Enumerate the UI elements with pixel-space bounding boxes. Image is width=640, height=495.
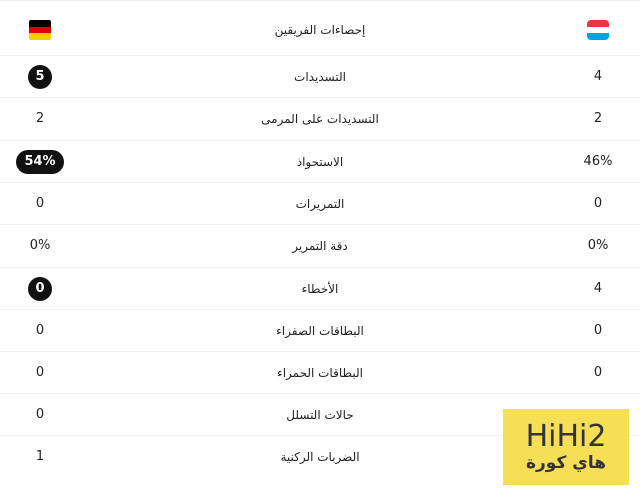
stat-row <box>0 55 640 97</box>
site-watermark-logo <box>503 409 629 485</box>
stat-label: البطاقات الحمراء <box>277 366 363 380</box>
stat-row <box>0 224 640 266</box>
germany-flag-icon <box>29 20 51 40</box>
right-team-stat-value: 0% <box>587 238 609 253</box>
stat-label: دقة التمرير <box>292 239 348 253</box>
flag-stripe <box>29 20 51 27</box>
left-team-stat-value: 54% <box>16 150 63 174</box>
watermark-sub-text: هاي كورة <box>525 453 607 473</box>
right-team-stat-cell <box>558 225 638 267</box>
left-team-stat-cell <box>0 352 80 394</box>
left-team-stat-value: 0 <box>28 277 52 301</box>
stat-label: حالات التسلل <box>286 408 354 422</box>
stat-label: التمريرات <box>295 197 345 211</box>
stat-label: الاستحواذ <box>296 155 344 169</box>
watermark-main-text: HiHi2 <box>525 419 607 454</box>
right-team-stat-cell <box>558 141 638 183</box>
right-team-stat-cell <box>558 268 638 310</box>
stats-title: إحصاءات الفريقين <box>274 23 366 37</box>
left-team-stat-value: 0% <box>29 238 51 253</box>
flag-stripe <box>29 27 51 34</box>
flag-stripe <box>587 33 609 40</box>
flag-stripe <box>29 33 51 40</box>
flag-stripe <box>587 27 609 34</box>
stat-label: الأخطاء <box>301 282 339 296</box>
stat-row <box>0 267 640 309</box>
right-team-stat-value: 0 <box>593 323 603 338</box>
left-team-stat-cell <box>0 56 80 98</box>
left-team-stat-cell <box>0 310 80 352</box>
left-team-stat-value: 1 <box>35 449 45 464</box>
luxembourg-flag-icon <box>587 20 609 40</box>
flag-stripe <box>587 20 609 27</box>
left-team-stat-cell <box>0 225 80 267</box>
stat-row <box>0 351 640 393</box>
left-team-stat-value: 0 <box>35 323 45 338</box>
right-team-stat-cell <box>558 352 638 394</box>
stat-row <box>0 97 640 139</box>
stats-header-row <box>0 9 640 51</box>
left-team-stat-cell <box>0 436 80 478</box>
left-team-stat-value: 5 <box>28 65 52 89</box>
right-team-stat-cell <box>558 56 638 98</box>
stat-label: التسديدات على المرمى <box>261 112 379 126</box>
stat-label: الضربات الركنية <box>280 450 360 464</box>
right-team-stat-cell <box>558 310 638 352</box>
right-team-stat-cell <box>558 98 638 140</box>
stat-label: التسديدات <box>294 70 346 84</box>
left-team-cell <box>0 9 80 51</box>
left-team-stat-cell <box>0 183 80 225</box>
stat-label: البطاقات الصفراء <box>276 324 364 338</box>
right-team-stat-value: 0 <box>593 196 603 211</box>
stat-row <box>0 140 640 182</box>
right-team-cell <box>558 9 638 51</box>
left-team-stat-cell <box>0 394 80 436</box>
stat-row <box>0 309 640 351</box>
left-team-stat-value: 0 <box>35 196 45 211</box>
left-team-stat-cell <box>0 98 80 140</box>
left-team-stat-value: 0 <box>35 407 45 422</box>
right-team-stat-value: 2 <box>593 111 603 126</box>
left-team-stat-value: 0 <box>35 365 45 380</box>
left-team-stat-cell <box>0 268 80 310</box>
right-team-stat-cell <box>558 183 638 225</box>
right-team-stat-value: 4 <box>593 69 603 84</box>
left-team-stat-cell <box>0 141 80 183</box>
right-team-stat-value: 0 <box>593 365 603 380</box>
right-team-stat-value: 4 <box>593 281 603 296</box>
right-team-stat-value: 46% <box>583 154 613 169</box>
stat-row <box>0 182 640 224</box>
left-team-stat-value: 2 <box>35 111 45 126</box>
